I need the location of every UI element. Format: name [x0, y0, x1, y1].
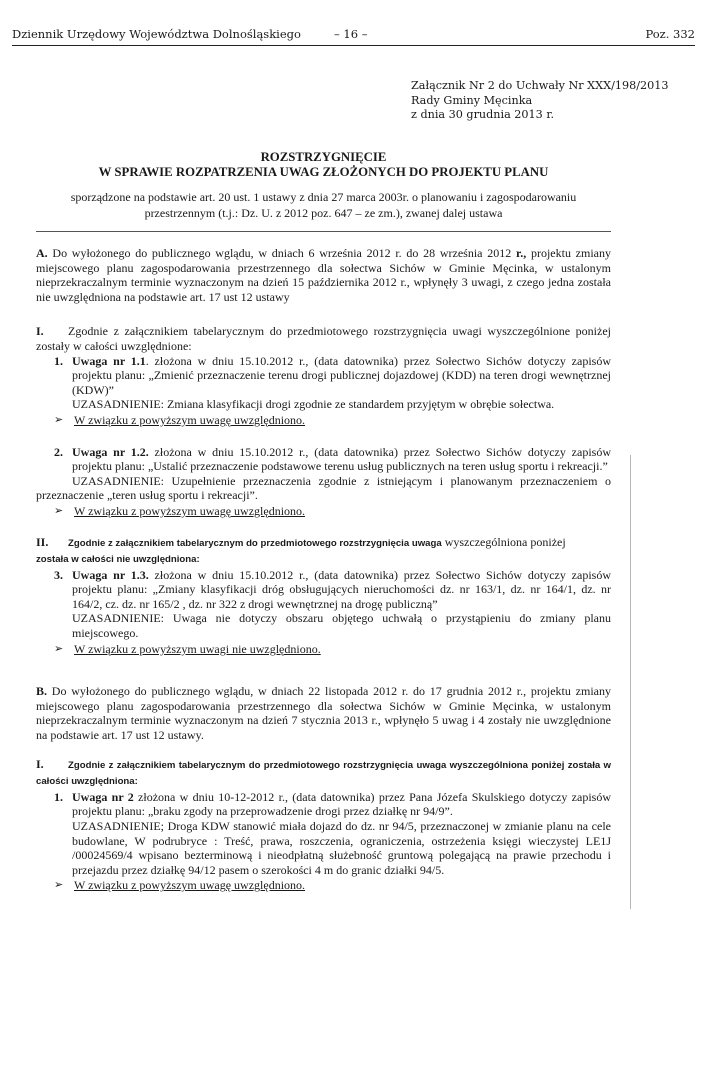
remark-item: 3. Uwaga nr 1.3. złożona w dniu 15.10.2012 r., (data datownika) przez Sołectwo Sichów dotyczy zapisów projektu planu: „Zmiany klasyfikacji dróg obsługujących nieruchomości dz. nr 163/1, dz. nr 164/1, dz. nr 164/2, cz. dz. nr 165/2 , dz. nr 322 z drogi wewnętrznej na drogę publiczną” UZASADNIENIE: Uwaga nie dotyczy obszaru objętego uchwałą o przystąpieniu do zmiany planu miejscowego. — [54, 567, 611, 641]
section-a-2: II. Zgodnie z załącznikiem tabelarycznym do przedmiotowego rozstrzygnięcia uwaga wyszczególniona poniżej została w całości nie uwzględniona: — [36, 534, 566, 566]
section-number: I. — [36, 324, 44, 339]
item-number: 3. — [54, 567, 63, 582]
document-body — [36, 150, 611, 893]
decision-line — [36, 642, 611, 657]
annex-line-1: Załącznik Nr 2 do Uchwały Nr XXX/198/2013 — [411, 79, 669, 92]
item-number: 2. — [54, 444, 63, 459]
justification: UZASADNIENIE: Zmiana klasyfikacji drogi zgodnie ze standardem przyjętym w obrębie sołectwa. — [72, 397, 555, 412]
decision-text: W związku z powyższym uwagę uwzględniono. — [74, 412, 306, 427]
item-number: 1. — [54, 789, 63, 804]
title-separator — [36, 231, 611, 232]
position-number: Poz. 332 — [645, 27, 695, 41]
arrow-bullet-icon: ➢ — [54, 641, 64, 655]
remark-title: Uwaga nr 1.3. — [72, 567, 149, 582]
page-number: – 16 – — [334, 27, 368, 41]
document-subject: W SPRAWIE ROZPATRZENIA UWAG ZŁOŻONYCH DO PROJEKTU PLANU — [98, 165, 549, 179]
decision-line — [36, 413, 611, 428]
legal-basis: sporządzone na podstawie art. 20 ust. 1 ustawy z dnia 27 marca 2003r. o planowaniu i zagospodarowaniu przestrzennym (t.j.: Dz. U. z 2012 poz. 647 – ze zm.), zwanej dalej ustawa — [70, 190, 577, 220]
part-a-label: A. — [36, 246, 48, 260]
decision-text: W związku z powyższym uwagę uwzględniono. — [74, 878, 306, 893]
section-a-1: I. Zgodnie z załącznikiem tabelarycznym do przedmiotowego rozstrzygnięcia uwagi wyszczególnione poniżej zostały w całości uwzględnione: — [36, 324, 611, 353]
remark-item: 1. Uwaga nr 1.1. złożona w dniu 15.10.2012 r., (data datownika) przez Sołectwo Sichów dotyczy zapisów projektu planu: „Zmienić przeznaczenie terenu drogi publicznej dojazdowej (KDD) na teren drogi wewnętrznej (KDW)” UZASADNIENIE: Zmiana klasyfikacji drogi zgodnie ze standardem przyjętym w obrębie sołectwa. — [54, 353, 611, 412]
annex-line-3: z dnia 30 grudnia 2013 r. — [411, 108, 554, 121]
decision-text: W związku z powyższym uwagę uwzględniono. — [74, 503, 306, 518]
remark-title: Uwaga nr 1.2. — [72, 444, 149, 459]
document-title: ROZSTRZYGNIĘCIE — [260, 150, 387, 164]
annex-line-2: Rady Gminy Męcinka — [411, 93, 533, 107]
section-number: II. — [36, 534, 49, 549]
section-number: I. — [36, 756, 44, 771]
justification: UZASADNIENIE: Uwaga nie dotyczy obszaru objętego uchwałą o przystąpieniu do zmiany planu miejscowego. — [72, 611, 611, 641]
part-b-label: B. — [36, 684, 48, 699]
remark-item: 1. Uwaga nr 2 złożona w dniu 10-12-2012 r., (data datownika) przez Pana Józefa Skulskiego dotyczy zapisów projektu planu: „braku zgody na przeprowadzenie drogi przez działkę nr 94/9”. UZASADNIENIE; Droga KDW stanowić miała dojazd do dz. nr 94/5, przeznaczonej w zmianie planu na cele budowlane, W podrubryce : Treść, prawa, roszczenia, ograniczenia, ostrzeżenia księgi wieczystej LE1J /00024569/4 wpisano bezterminową i nieodpłatną służebność gruntową polegającą na prawie przechodu i przejazdu przez działkę 94/12 pasem o szerokości 4 m do granic działki 94/5. — [54, 789, 611, 877]
scan-margin-line — [630, 455, 631, 909]
decision-line — [36, 878, 611, 893]
running-header — [12, 27, 695, 43]
annex-reference — [411, 79, 668, 123]
journal-title: Dziennik Urzędowy Województwa Dolnośląskiego — [12, 27, 301, 41]
section-b-1: I. Zgodnie z załącznikiem tabelarycznym do przedmiotowego rozstrzygnięcia uwaga wyszczególniona poniżej została w całości uwzględniona: — [36, 756, 611, 788]
item-number: 1. — [54, 353, 63, 368]
decision-line — [36, 504, 611, 519]
remark-item: 2. Uwaga nr 1.2. złożona w dniu 15.10.2012 r., (data datownika) przez Sołectwo Sichów dotyczy zapisów projektu planu: „Ustalić przeznaczenie podstawowe terenu usług publicznych na teren usług sportu i rekreacji.” — [54, 444, 611, 474]
header-divider — [12, 45, 695, 46]
remark-title: Uwaga nr 2 — [72, 789, 134, 804]
justification: UZASADNIENIE: Uzupełnienie przeznaczenia zgodnie z istniejącym i planowanym przeznaczeniem o przeznaczenie „teren usług sportu i rekreacji”. — [36, 473, 611, 503]
arrow-bullet-icon: ➢ — [54, 412, 64, 426]
part-a-intro: A. Do wyłożonego do publicznego wglądu, w dniach 6 września 2012 r. do 28 września 2012 r., projektu zmiany miejscowego planu zagospodarowania przestrzennego dla sołectwa Sichów w Gminie Męcinka, w ustalonym nieprzekraczalnym terminie wyznaczonym na dzień 15 października 2012 r., wpłynęły 3 uwagi, z czego jedna została nie uwzględniona na podstawie art. 17 ust 12 ustawy — [36, 246, 611, 304]
decision-text: W związku z powyższym uwagi nie uwzględniono. — [74, 641, 321, 656]
remark-title: Uwaga nr 1.1 — [72, 353, 146, 368]
part-b-intro: B. Do wyłożonego do publicznego wglądu, w dniach 22 listopada 2012 r. do 17 grudnia 2012 r., projektu zmiany miejscowego planu zagospodarowania przestrzennego dla sołectwa Sichów w Gminie Męcinka, w ustalonym nieprzekraczalnym terminie wyznaczonym na dzień 7 stycznia 2013 r., wpłynęło 5 uwag i 4 zostały nie uwzględnione na podstawie art. 17 ust 12 ustawy. — [36, 684, 611, 743]
arrow-bullet-icon: ➢ — [54, 503, 64, 517]
justification: UZASADNIENIE; Droga KDW stanowić miała dojazd do dz. nr 94/5, przeznaczonej w zmianie planu na cele budowlane, W podrubryce : Treść, prawa, roszczenia, ograniczenia, ostrzeżenia księgi wieczystej LE1J /00024569/4 wpisano bezterminową i nieodpłatną służebność gruntową polegającą na prawie przechodu i przejazdu przez działkę 94/12 pasem o szerokości 4 m do granic działki 94/5. — [72, 819, 611, 877]
arrow-bullet-icon: ➢ — [54, 878, 64, 892]
